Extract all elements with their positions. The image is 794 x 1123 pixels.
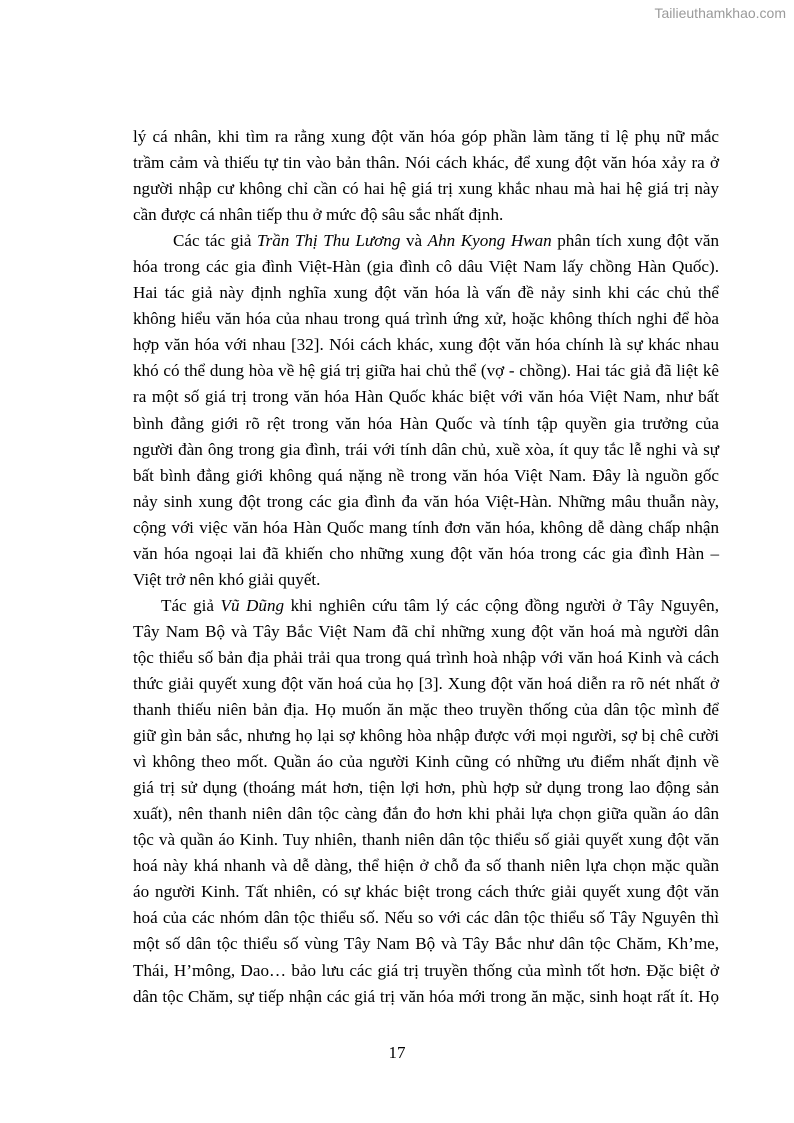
text-fragment: Các tác giả [173,231,258,251]
watermark: Tailieuthamkhao.com [654,5,786,21]
text-fragment: phân tích xung đột văn [551,231,719,251]
text-line: khó có thể dung hòa về hệ giá trị giữa hai chủ thể (vợ - chồng). Hai tác giả đã liệt kê [133,361,719,381]
text-line: vì không theo mốt. Quần áo của người Kinh cũng có những ưu điểm nhất định về [133,752,719,772]
text-line: thức giải quyết xung đột văn hoá của họ [3]. Xung đột văn hoá diễn ra rõ nét nhất ở [133,673,719,693]
text-fragment: và [400,231,428,251]
text-line: hoá này khá nhanh và dễ dàng, thể hiện ở chỗ đa số thanh niên lựa chọn mặc quần [133,856,719,876]
text-line: người đàn ông trong gia đình, trái với tính dân chủ, xuề xòa, ít quy tắc lễ nghi và sự [133,439,719,459]
text-line: Việt trở nên khó giải quyết. [133,569,321,589]
text-line: Tây Nam Bộ và Tây Bắc Việt Nam đã chỉ những xung đột văn hoá mà người dân [133,621,719,641]
author-name: Trần Thị Thu Lương [257,231,401,251]
text-fragment: Tác giả [161,595,221,615]
text-line: Hai tác giả này định nghĩa xung đột văn hóa là vấn đề nảy sinh khi các chủ thể [133,283,719,303]
paragraph-1 [133,124,719,228]
text-line: bình đẳng giới rõ rệt trong văn hóa Hàn Quốc và tính tập quyền gia trưởng của [133,413,719,433]
text-line: hợp văn hóa với nhau [32]. Nói cách khác, xung đột văn hóa chính là sự khác nhau [133,335,719,355]
text-line: lý cá nhân, khi tìm ra rằng xung đột văn hóa góp phần làm tăng tỉ lệ phụ nữ mắc [133,127,719,146]
text-line: nảy sinh xung đột trong các gia đình đa văn hóa Việt-Hàn. Những mâu thuẫn này, [133,491,719,511]
text-line: dân tộc Chăm, sự tiếp nhận các giá trị văn hóa mới trong ăn mặc, sinh hoạt rất ít. Họ [133,986,719,1006]
text-line: một số dân tộc thiểu số vùng Tây Nam Bộ và Tây Bắc như dân tộc Chăm, Kh’me, [133,934,719,954]
paragraph-2 [133,228,719,593]
paragraph-3 [133,593,719,1010]
text-line: cộng với việc văn hóa Hàn Quốc mang tính đơn văn hóa, không dễ dàng chấp nhận [133,517,719,537]
text-line: hóa trong các gia đình Việt-Hàn (gia đình cô dâu Việt Nam lấy chồng Hàn Quốc). [133,257,719,277]
text-line: giá trị sử dụng (thoáng mát hơn, tiện lợi hơn, phù hợp sử dụng trong lao động sản [133,778,719,798]
page-body [133,124,719,1010]
text-line: tộc và quần áo Kinh. Tuy nhiên, thanh niên dân tộc thiểu số giải quyết xung đột văn [133,830,719,850]
text-line [133,228,719,254]
text-line: cần được cá nhân tiếp thu ở mức độ sâu sắc nhất định. [133,205,504,225]
text-line: tộc thiểu số bản địa phải trải qua trong quá trình hoà nhập với văn hoá Kinh và cách [133,647,719,667]
text-line: bất bình đẳng giới không quá nặng nề trong văn hóa Việt Nam. Đây là nguồn gốc [133,465,719,485]
text-line [133,593,719,619]
text-line: thanh thiếu niên bản địa. Họ muốn ăn mặc theo truyền thống của dân tộc mình để [133,700,719,720]
author-name: Vũ Dũng [220,595,285,615]
text-line: người nhập cư không chỉ cần có hai hệ giá trị xung khắc nhau mà hai hệ giá trị này [133,179,719,199]
text-line: ra một số giá trị trong văn hóa Hàn Quốc khác biệt với văn hóa Việt Nam, như bất [133,387,719,407]
text-line: văn hóa ngoại lai đã khiến cho những xung đột văn hóa trong các gia đình Hàn – [133,543,719,563]
text-line: trầm cảm và thiếu tự tin vào bản thân. Nói cách khác, để xung đột văn hóa xảy ra ở [133,153,719,173]
text-line: Thái, H’mông, Dao… bảo lưu các giá trị truyền thống của mình tốt hơn. Đặc biệt ở [133,960,719,980]
text-line: hoá của các nhóm dân tộc thiểu số. Nếu so với các dân tộc thiểu số Tây Nguyên thì [133,908,719,928]
text-fragment: khi nghiên cứu tâm lý các cộng đồng người ở Tây Nguyên, [284,595,720,615]
text-line: không hiểu văn hóa của nhau trong quá trình ứng xử, hoặc không thích nghi để hòa [133,309,719,329]
text-line: xuất), nên thanh niên dân tộc càng đắn đo hơn khi phải lựa chọn giữa quần áo dân [133,804,719,824]
text-line: giữ gìn bản sắc, nhưng họ lại sợ không hòa nhập được với mọi người, sợ bị chê cười [133,726,719,746]
text-line: áo người Kinh. Tất nhiên, có sự khác biệt trong cách thức giải quyết xung đột văn [133,882,719,902]
author-name: Ahn Kyong Hwan [427,231,552,251]
page-number: 17 [388,1043,406,1062]
